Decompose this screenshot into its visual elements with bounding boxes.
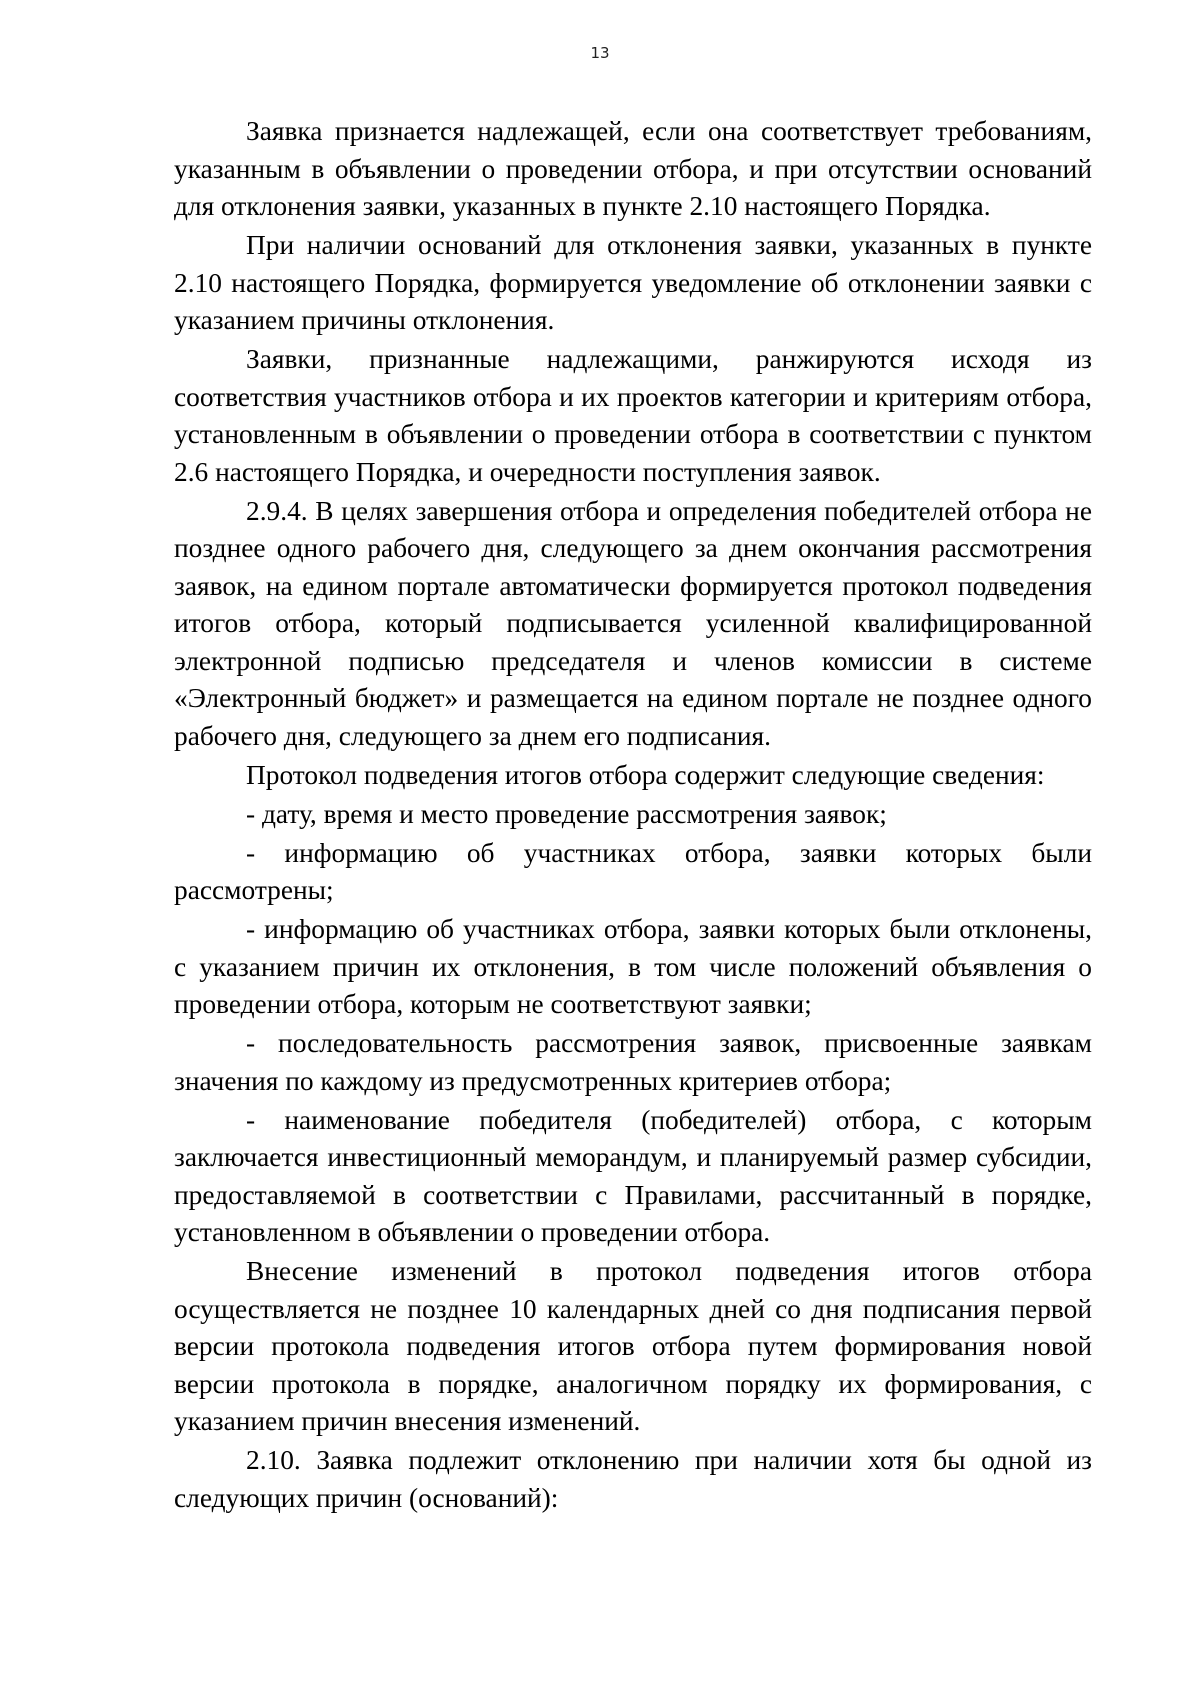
list-item: - дату, время и место проведение рассмотрения заявок; (246, 798, 887, 829)
document-body (174, 113, 1092, 1519)
paragraph: Заявки, признанные надлежащими, ранжируются исходя из соответствия участников отбора и их проектов категории и критериям отбора, установленным в объявлении о проведении отбора в соответствии с пунктом 2.6 настоящего Порядка, и очередности поступления заявок. (174, 344, 1092, 487)
list-item: - информацию об участниках отбора, заявки которых были отклонены, с указанием причин их отклонения, в том числе положений объявления о проведении отбора, которым не соответствуют заявки; (174, 914, 1092, 1019)
paragraph: 2.10. Заявка подлежит отклонению при наличии хотя бы одной из следующих причин (оснований): (174, 1445, 1092, 1513)
paragraph: 2.9.4. В целях завершения отбора и определения победителей отбора не позднее одного рабочего дня, следующего за днем окончания рассмотрения заявок, на едином портале автоматически формируется протокол подведения итогов отбора, который подписывается усиленной квалифицированной электронной подписью председателя и членов комиссии в системе «Электронный бюджет» и размещается на едином портале не позднее одного рабочего дня, следующего за днем его подписания. (174, 495, 1092, 751)
paragraph: Протокол подведения итогов отбора содержит следующие сведения: (246, 759, 1045, 790)
list-item: - информацию об участниках отбора, заявки которых были рассмотрены; (174, 837, 1092, 905)
page-number: 13 (590, 44, 610, 62)
paragraph: При наличии оснований для отклонения заявки, указанных в пункте 2.10 настоящего Порядка, формируется уведомление об отклонении заявки с указанием причины отклонения. (174, 230, 1092, 335)
list-item: - наименование победителя (победителей) отбора, с которым заключается инвестиционный меморандум, и планируемый размер субсидии, предоставляемой в соответствии с Правилами, рассчитанный в порядке, установленном в объявлении о проведении отбора. (174, 1104, 1092, 1247)
paragraph: Внесение изменений в протокол подведения итогов отбора осуществляется не позднее 10 календарных дней со дня подписания первой версии протокола подведения итогов отбора путем формирования новой версии протокола в порядке, аналогичном порядку их формирования, с указанием причин внесения изменений. (174, 1256, 1092, 1436)
paragraph: Заявка признается надлежащей, если она соответствует требованиям, указанным в объявлении о проведении отбора, и при отсутствии оснований для отклонения заявки, указанных в пункте 2.10 настоящего Порядка. (174, 116, 1092, 221)
list-item: - последовательность рассмотрения заявок, присвоенные заявкам значения по каждому из предусмотренных критериев отбора; (174, 1028, 1092, 1096)
